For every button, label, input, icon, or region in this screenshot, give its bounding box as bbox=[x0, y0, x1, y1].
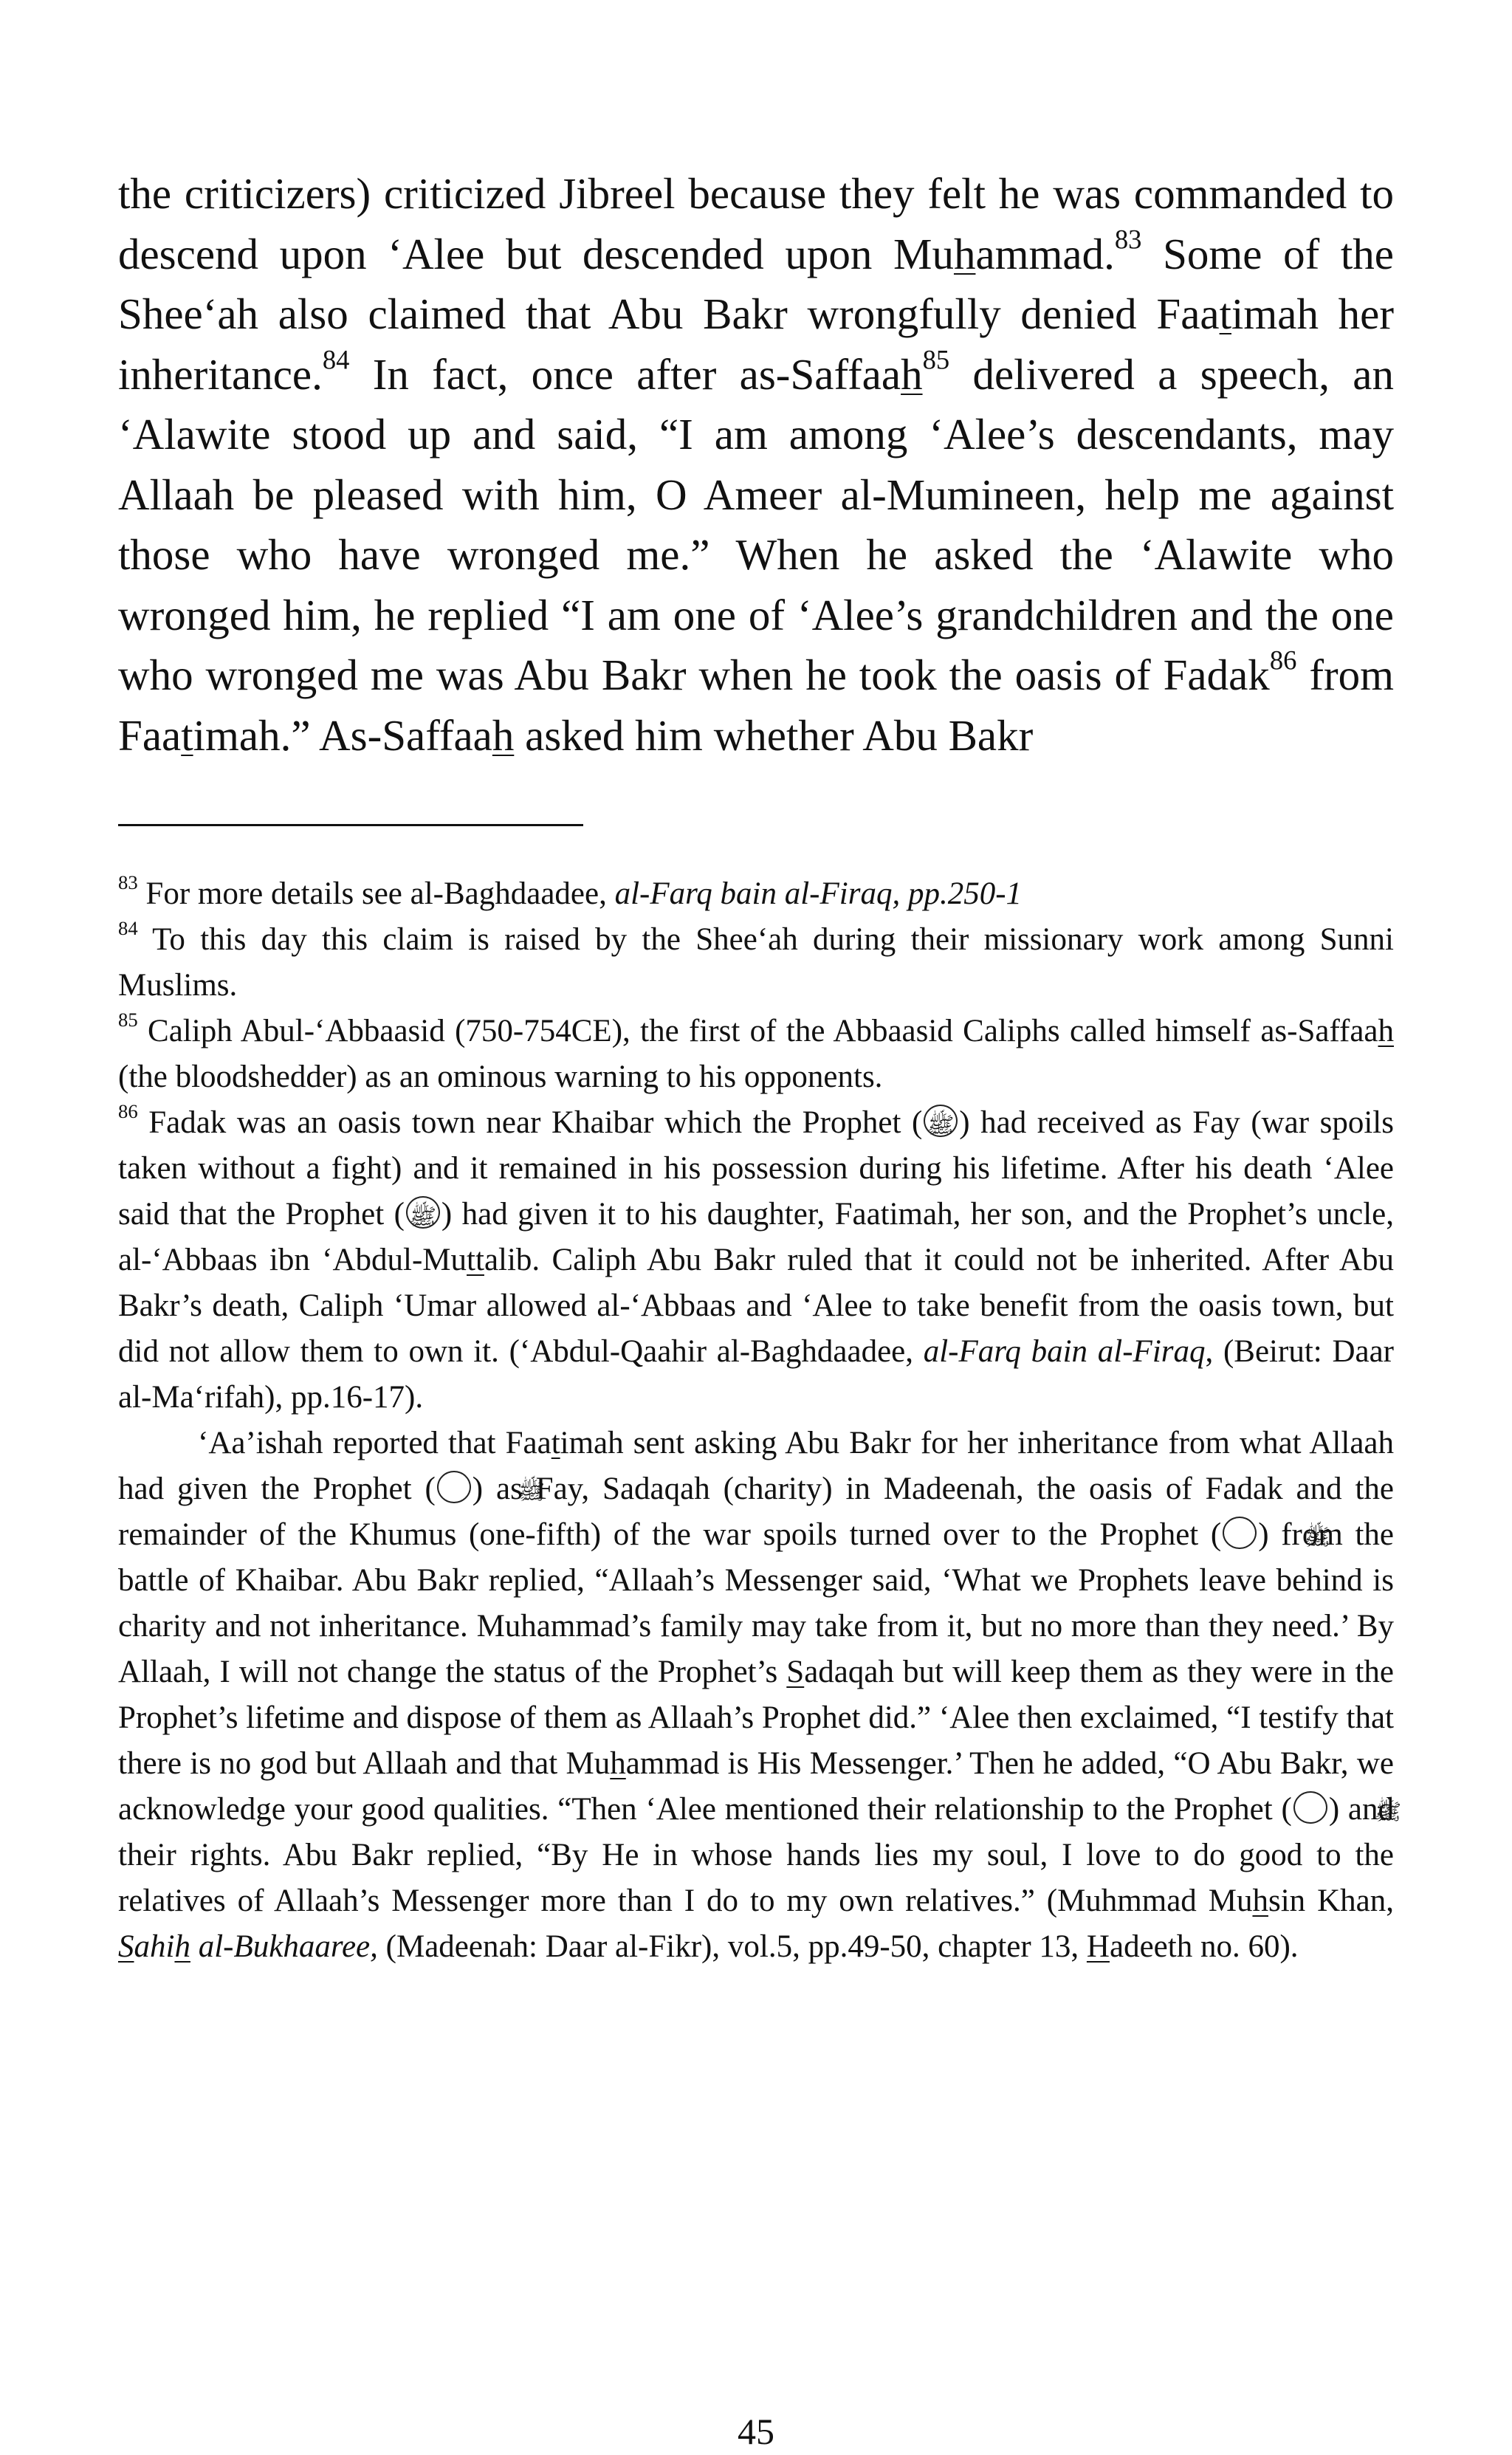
text-run: delivered a speech, an ‘Alawite stood up and said, “I am among ‘Alee’s descendants, may Allaah be pleased with him, O Ameer al-Mumineen, help me against those who have wronged me.” When he asked the ‘Alawite who wronged him, he replied “I am one of ‘Alee’s grandchildren and the one who wronged me was Abu Bakr when he took the oasis of Fadak bbox=[118, 349, 1394, 699]
text-run: t bbox=[181, 710, 193, 760]
text-run: h bbox=[174, 1929, 190, 1964]
text-run: H bbox=[1086, 1929, 1110, 1964]
text-run: adaqah but will keep them as they were in the Prophet’s lifetime and dispose of them as Allaah’s Prophet did.” ‘Alee then exclaimed, “I testify that there is no god but Allaah and that Mu bbox=[118, 1655, 1394, 1781]
text-run: al-Bukhaaree, bbox=[190, 1929, 378, 1964]
text-run: h bbox=[492, 710, 515, 760]
salawat-icon bbox=[924, 1105, 958, 1137]
text-run: For more details see al-Baghdaadee, bbox=[137, 876, 615, 911]
citation-title: al-Farq bain al-Firaq bbox=[923, 1334, 1206, 1369]
text-run: imah her inheritance. bbox=[118, 289, 1394, 399]
footnote-ref-86: 86 bbox=[1269, 645, 1297, 676]
text-run: (Madeenah: Daar al-Fikr), vol.5, pp.49-50, chapter 13, bbox=[377, 1929, 1087, 1964]
text-run: ammad. bbox=[975, 229, 1115, 278]
text-run: ‘Aa’ishah reported that Faa bbox=[198, 1426, 551, 1460]
footnote-83 bbox=[118, 871, 1394, 917]
text-run: adeeth no. 60). bbox=[1109, 1929, 1299, 1964]
footnote-ref-85: 85 bbox=[922, 344, 950, 375]
footnote-number: 86 bbox=[118, 1100, 138, 1123]
text-run: S bbox=[786, 1655, 805, 1689]
text-run: ) as Fay, Sadaqah (charity) in Madeenah, the oasis of Fadak and the remainder of the Khumus (one-fifth) of the war spoils turned over to the Prophet ( bbox=[118, 1472, 1394, 1552]
text-run: h bbox=[1252, 1884, 1268, 1918]
text-run: S bbox=[118, 1929, 134, 1964]
footnote-number: 83 bbox=[118, 871, 138, 894]
text-run: Fadak was an oasis town near Khaibar which the Prophet ( bbox=[137, 1105, 923, 1140]
text-run: imah sent asking Abu Bakr for her inheritance from what Allaah had given the Prophet ( bbox=[118, 1426, 1394, 1506]
text-run: tt bbox=[467, 1243, 484, 1277]
text-run: imah.” As-Saffaa bbox=[193, 710, 492, 760]
salawat-icon bbox=[1293, 1791, 1327, 1824]
footnote-number: 84 bbox=[118, 917, 138, 940]
text-run: asked him whether Abu Bakr bbox=[514, 710, 1034, 760]
salawat-icon bbox=[1223, 1517, 1257, 1549]
text-run: t bbox=[551, 1426, 560, 1460]
footnote-ref-83: 83 bbox=[1114, 224, 1142, 255]
text-run: ) had given it to his daughter, Faatimah, her son, and the Prophet’s uncle, al-‘Abbaas ibn ‘Abdul-Mu bbox=[118, 1197, 1394, 1277]
text-run: t bbox=[1219, 289, 1231, 338]
footnote-number: 85 bbox=[118, 1009, 138, 1031]
text-run: ) had received as Fay (war spoils taken without a fight) and it remained in his possession during his lifetime. After his death ‘Alee said that the Prophet ( bbox=[118, 1105, 1394, 1232]
text-run: , (Beirut: Daar al-Ma‘rifah), pp.16-17). bbox=[118, 1334, 1394, 1415]
text-run: sin Khan, bbox=[1268, 1884, 1394, 1918]
text-run: h bbox=[1378, 1014, 1394, 1048]
text-run: h bbox=[610, 1746, 626, 1781]
footnote-hadeeth-paragraph bbox=[118, 1421, 1394, 1970]
text-run: alib. Caliph Abu Bakr ruled that it could not be inherited. After Abu Bakr’s death, Caliph ‘Umar allowed al-‘Abbaas and ‘Alee to take benefit from the oasis town, but did not allow them to own it. (‘Abdul-Qaahir al-Baghdaadee, bbox=[118, 1243, 1394, 1369]
footnote-85 bbox=[118, 1009, 1394, 1100]
citation-title bbox=[118, 1929, 378, 1964]
text-run: Caliph Abul-‘Abbaasid (750-754CE), the first of the Abbaasid Caliphs called himself as-Saffaa bbox=[137, 1014, 1378, 1048]
text-run: h bbox=[901, 349, 923, 399]
text-run: ahi bbox=[134, 1929, 175, 1964]
text-run: h bbox=[953, 229, 976, 278]
page-number: 45 bbox=[738, 2411, 774, 2452]
footnote-ref-84: 84 bbox=[322, 344, 350, 375]
text-run: (the bloodshedder) as an ominous warning to his opponents. bbox=[118, 1060, 883, 1094]
footnotes bbox=[118, 871, 1394, 1970]
text-run: ammad is His Messenger.’ Then he added, “O Abu Bakr, we acknowledge your good qualities. “Then ‘Alee mentioned their relationship to the Prophet ( bbox=[118, 1746, 1394, 1827]
main-text bbox=[118, 164, 1394, 766]
text-run: from Faa bbox=[118, 650, 1395, 760]
text-run: the criticizers) criticized Jibreel because they felt he was commanded to descend upon ‘Alee but descended upon Mu bbox=[118, 169, 1394, 278]
footnote-divider bbox=[118, 824, 583, 826]
text-run: ) from the battle of Khaibar. Abu Bakr replied, “Allaah’s Messenger said, ‘What we Prophets leave behind is charity and not inheritance. Muhammad’s family may take from it, but no more than they need.’ By Allaah, I will not change the status of the Prophet’s bbox=[118, 1517, 1394, 1689]
footnote-84 bbox=[118, 917, 1394, 1009]
text-run: Some of the Shee‘ah also claimed that Abu Bakr wrongfully denied Faa bbox=[118, 229, 1394, 338]
salawat-icon bbox=[437, 1471, 471, 1503]
text-run: To this day this claim is raised by the Shee‘ah during their missionary work among Sunni Muslims. bbox=[118, 922, 1394, 1003]
footnote-86 bbox=[118, 1100, 1394, 1421]
main-paragraph bbox=[118, 164, 1394, 766]
citation-title: al-Farq bain al-Firaq, pp.250-1 bbox=[614, 876, 1023, 911]
salawat-icon bbox=[406, 1196, 440, 1229]
text-run: ) and their rights. Abu Bakr replied, “By He in whose hands lies my soul, I love to do good to the relatives of Allaah’s Messenger more than I do to my own relatives.” (Muhmmad Mu bbox=[118, 1792, 1394, 1918]
text-run: In fact, once after as-Saffaa bbox=[349, 349, 901, 399]
